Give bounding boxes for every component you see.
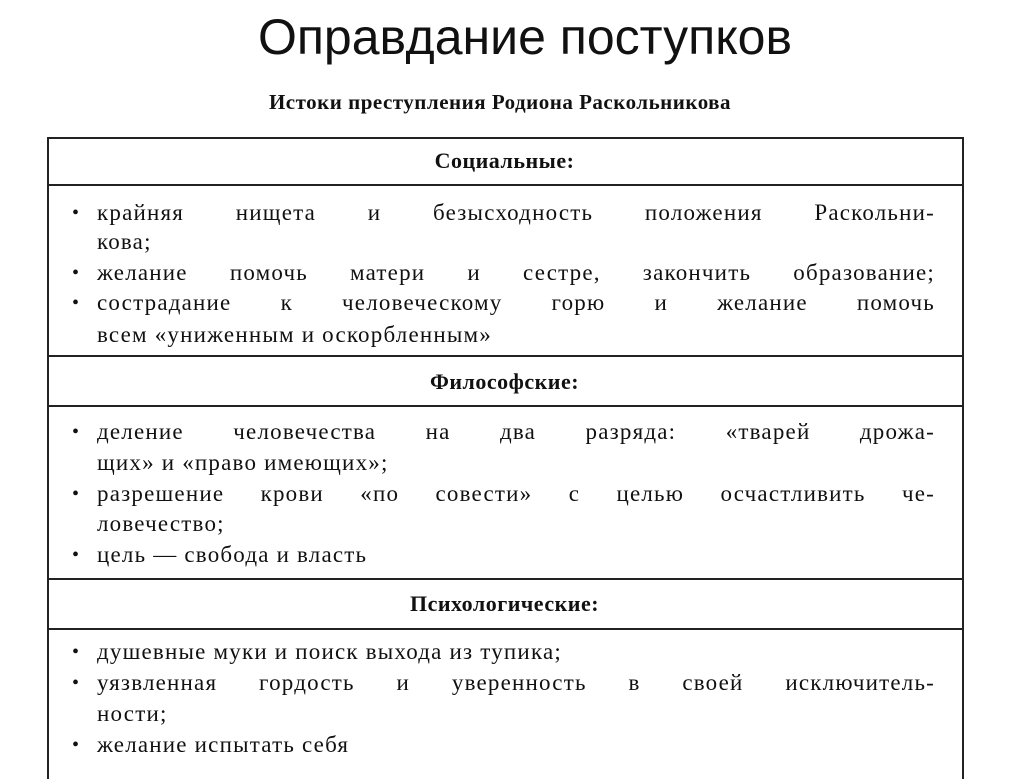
bullet-icon: • (72, 292, 80, 314)
bullet-icon: • (72, 483, 80, 505)
list-line: ловечество; (97, 511, 225, 536)
bullet-icon: • (72, 202, 80, 224)
divider (47, 184, 962, 186)
bullet-icon: • (72, 734, 80, 756)
section-heading-social: Социальные: (434, 148, 575, 173)
table-caption: Истоки преступления Родиона Раскольникова (268, 90, 732, 114)
divider (47, 578, 962, 580)
list-line: разрешение крови «по совести» с целью осчастливить че- (97, 481, 935, 506)
list-line: щих» и «право имеющих»; (97, 450, 389, 475)
list-line: цель — свобода и власть (97, 542, 368, 567)
list-line: сострадание к человеческому горю и желание помочь (97, 290, 935, 315)
section-heading-psychological: Психологические: (409, 591, 600, 616)
bullet-icon: • (72, 421, 80, 443)
list-line: всем «униженным и оскорбленным» (97, 322, 493, 347)
slide-title: Оправдание поступков (257, 9, 793, 65)
list-line: уязвленная гордость и уверенность в своей исключитель- (97, 670, 935, 695)
bullet-icon: • (72, 672, 80, 694)
list-line: желание испытать себя (97, 732, 350, 757)
list-line: желание помочь матери и сестре, закончить образование; (97, 260, 935, 285)
list-line: деление человечества на два разряда: «тварей дрожа- (97, 419, 935, 444)
bullet-icon: • (72, 641, 80, 663)
section-heading-philosophical: Философские: (429, 369, 580, 394)
bullet-icon: • (72, 544, 80, 566)
divider (47, 405, 962, 407)
bullet-icon: • (72, 262, 80, 284)
divider (47, 355, 962, 357)
list-line: кова; (97, 229, 152, 254)
list-line: душевные муки и поиск выхода из тупика; (97, 639, 562, 664)
list-line: крайняя нищета и безысходность положения Раскольни- (97, 200, 935, 225)
divider (47, 628, 962, 630)
list-line: ности; (97, 701, 168, 726)
